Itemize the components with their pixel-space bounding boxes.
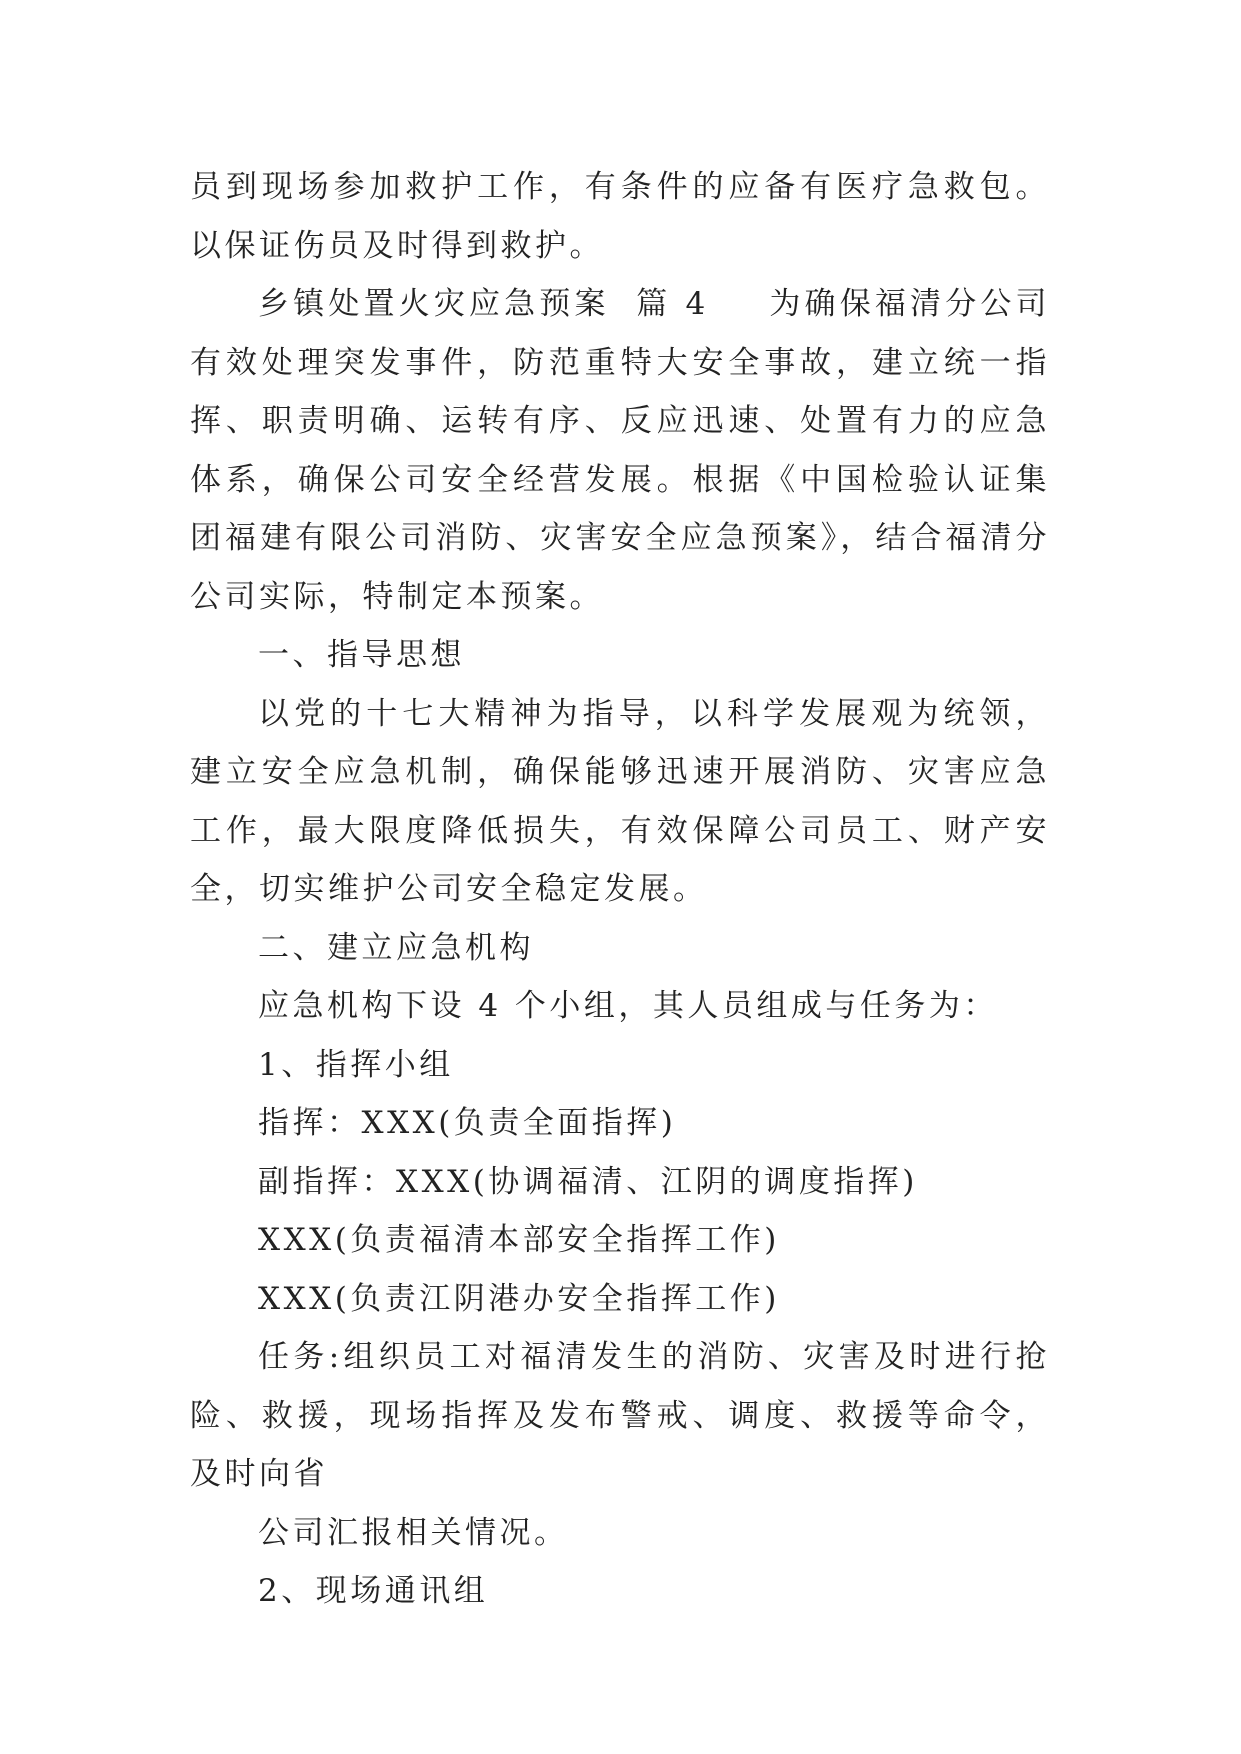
heading-emergency-organization: 二、建立应急机构 — [258, 929, 534, 966]
heading-guiding-ideology: 一、指导思想 — [258, 637, 465, 673]
paragraph-organization-groups: 应急机构下设 4 个小组，其人员组成与任务为： — [258, 988, 998, 1024]
paragraph-rescue-continuation: 员到现场参加救护工作，有条件的应备有医疗急救包。以保证伤员及时得到救护。 — [190, 169, 1050, 264]
paragraph-plan-intro — [190, 275, 1050, 626]
section-number: 篇 4 — [635, 286, 709, 322]
section-title: 乡镇处置火灾应急预案 — [258, 286, 610, 322]
group-command-task-continued: 公司汇报相关情况。 — [258, 1514, 569, 1551]
group-command-deputy: 副指挥：XXX(协调福清、江阴的调度指挥) — [258, 1163, 918, 1200]
group-command-fuqing: XXX(负责福清本部安全指挥工作) — [258, 1222, 780, 1258]
paragraph-guiding-ideology: 以党的十七大精神为指导，以科学发展观为统领，建立安全应急机制，确保能够迅速开展消防、灾害应急工作，最大限度降低损失，有效保障公司员工、财产安全，切实维护公司安全稳定发展。 — [190, 695, 1050, 907]
group-command-commander: 指挥：XXX(负责全面指挥) — [258, 1105, 677, 1141]
document-body — [190, 158, 1050, 1621]
group-command-title: 1、指挥小组 — [258, 1046, 454, 1083]
group-communication-title: 2、现场通讯组 — [258, 1573, 489, 1609]
paragraph-plan-purpose: 为确保福清分公司有效处理突发事件，防范重特大安全事故，建立统一指挥、职责明确、运转有序、反应迅速、处置有力的应急体系，确保公司安全经营发展。根据《中国检验认证集团福建有限公司消防、灾害安全应急预案》，结合福清分公司实际，特制定本预案。 — [190, 286, 1051, 615]
group-command-jiangyin: XXX(负责江阴港办安全指挥工作) — [258, 1280, 780, 1317]
group-command-task: 任务:组织员工对福清发生的消防、灾害及时进行抢险、救援，现场指挥及发布警戒、调度、救援等命令，及时向省 — [190, 1339, 1050, 1492]
